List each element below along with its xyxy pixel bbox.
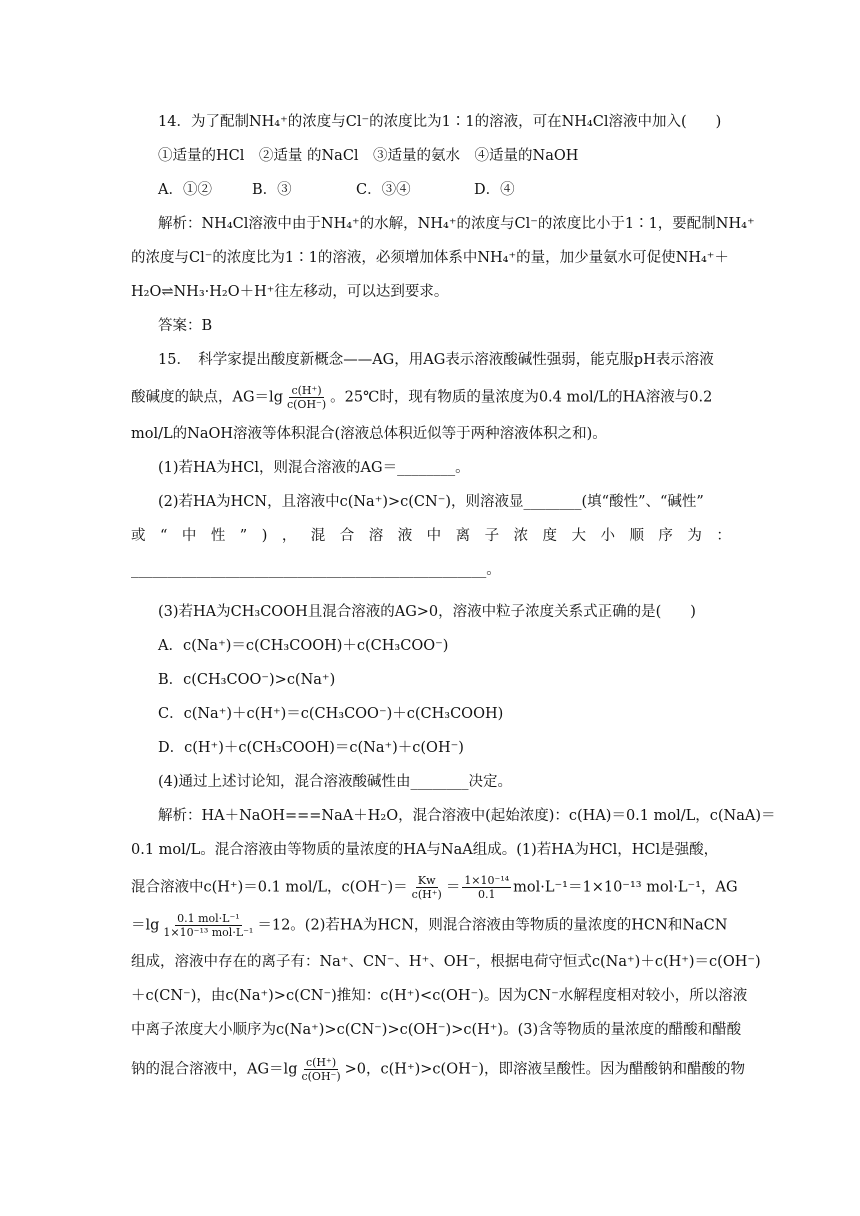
spread-char: ， <box>281 528 297 544</box>
spread-char: 性 <box>210 528 226 544</box>
q15-stem-line1: 15． 科学家提出酸度新概念——AG，用AG表示溶液酸碱性强弱，能克服pH表示溶液 <box>158 352 714 368</box>
analysis-line8 <box>131 1056 746 1083</box>
q15-sub3-option-b: B．c(CH₃COO⁻)>c(Na⁺) <box>158 672 336 688</box>
q15-sub2-line2 <box>131 526 731 546</box>
q14-analysis-line3: H₂O⇌NH₃·H₂O＋H⁺往左移动，可以达到要求。 <box>131 284 449 300</box>
option-a: A．①② <box>158 182 212 198</box>
spread-char: “ <box>159 528 168 544</box>
spread-char: 大 <box>571 528 587 544</box>
option-b: B．③ <box>252 182 292 198</box>
ag-calc-numerator: 0.1 mol·L⁻¹ <box>177 912 240 925</box>
q15-stem-line3: mol/L的NaOH溶液等体积混合(溶液总体积近似等于两种溶液体积之和)。 <box>131 426 607 442</box>
ag-fraction-2 <box>299 1056 342 1083</box>
spread-text <box>131 526 731 546</box>
spread-char: 子 <box>484 528 500 544</box>
conc-fraction <box>462 874 511 901</box>
spread-char: ： <box>716 528 731 544</box>
ag2-numerator: c(H⁺) <box>305 1056 337 1069</box>
q14-answer: 答案：B <box>158 318 213 334</box>
q14-items: ①适量的HCl ②适量 的NaCl ③适量的氨水 ④适量的NaOH <box>158 148 579 164</box>
analysis-line5: 组成，溶液中存在的离子有：Na⁺、CN⁻、H⁺、OH⁻，根据电荷守恒式c(Na⁺)＋c(H⁺)＝c(OH⁻) <box>131 954 761 970</box>
conc-numerator: 1×10⁻¹⁴ <box>464 874 510 887</box>
q15-sub3-option-a: A．c(Na⁺)＝c(CH₃COOH)＋c(CH₃COO⁻) <box>158 638 449 654</box>
analysis-line3-mid: ＝ <box>445 879 461 896</box>
ag-numerator: c(H⁺) <box>291 384 322 397</box>
spread-char: 浓 <box>513 528 529 544</box>
spread-char: ) <box>261 528 268 544</box>
analysis-line4-post: ＝12。(2)若HA为HCN，则混合溶液由等物质的量浓度的HCN和NaCN <box>257 917 728 934</box>
ag-denominator: c(OH⁻) <box>286 398 327 411</box>
q15-sub3-option-c: C．c(Na⁺)＋c(H⁺)＝c(CH₃COO⁻)＋c(CH₃COOH) <box>158 706 504 722</box>
kw-numerator: Kw <box>417 874 436 887</box>
ag2-denominator: c(OH⁻) <box>301 1070 341 1083</box>
spread-char: ” <box>239 528 248 544</box>
kw-denominator: c(H⁺) <box>411 888 442 901</box>
q15-sub3-option-d: D．c(H⁺)＋c(CH₃COOH)＝c(Na⁺)＋c(OH⁻) <box>158 740 464 756</box>
analysis-line7: 中离子浓度大小顺序为c(Na⁺)>c(CN⁻)>c(OH⁻)>c(H⁺)。(3)含等物质的量浓度的醋酸和醋酸 <box>131 1022 742 1038</box>
q15-sub2-line1: (2)若HA为HCN，且溶液中c(Na⁺)>c(CN⁻)，则溶液显________(填“酸性”、“碱性” <box>158 494 704 510</box>
ag-calc-fraction <box>161 912 255 939</box>
spread-char: 中 <box>426 528 442 544</box>
spread-char: 或 <box>131 528 146 544</box>
spread-char: 液 <box>397 528 413 544</box>
analysis-line8-post: >0，c(H⁺)>c(OH⁻)，即溶液呈酸性。因为醋酸钠和醋酸的物 <box>344 1061 746 1078</box>
q14-analysis-line1: 解析：NH₄Cl溶液中由于NH₄⁺的水解，NH₄⁺的浓度与Cl⁻的浓度比小于1∶1，要配制NH₄⁺ <box>158 216 755 232</box>
option-c: C．③④ <box>356 182 411 198</box>
analysis-line6: ＋c(CN⁻)，由c(Na⁺)>c(CN⁻)推知：c(H⁺)<c(OH⁻)。因为CN⁻水解程度相对较小，所以溶液 <box>131 988 748 1004</box>
spread-char: 离 <box>455 528 471 544</box>
analysis-line4-pre: ＝lg <box>131 917 160 934</box>
ag-calc-denominator: 1×10⁻¹³ mol·L⁻¹ <box>163 926 254 939</box>
q15-stem-line2 <box>131 384 731 411</box>
ag-fraction <box>285 384 328 411</box>
spread-char: 顺 <box>629 528 644 544</box>
q15-stem-post: 。25℃时，现有物质的量浓度为0.4 mol/L的HA溶液与0.2 <box>330 389 713 406</box>
q14-stem: 14．为了配制NH₄⁺的浓度与Cl⁻的浓度比为1∶1的溶液，可在NH₄Cl溶液中加入( ) <box>158 114 722 130</box>
spread-char: 混 <box>310 528 326 544</box>
analysis-line1: 解析：HA＋NaOH===NaA＋H₂O，混合溶液中(起始浓度)：c(HA)＝0.1 mol/L，c(NaA)＝ <box>158 808 776 824</box>
q15-sub4: (4)通过上述讨论知，混合溶液酸碱性由________决定。 <box>158 774 513 790</box>
q14-analysis-line2: 的浓度与Cl⁻的浓度比为1∶1的溶液，必须增加体系中NH₄⁺的量，加少量氨水可促使NH₄⁺＋ <box>131 250 729 266</box>
analysis-line3-post: mol·L⁻¹＝1×10⁻¹³ mol·L⁻¹，AG <box>513 879 738 896</box>
analysis-line2: 0.1 mol/L。混合溶液由等物质的量浓度的HA与NaA组成。(1)若HA为HCl，HCl是强酸， <box>131 842 719 858</box>
q15-sub2-line3: _________________________________________________。 <box>131 562 501 578</box>
q15-sub3: (3)若HA为CH₃COOH且混合溶液的AG>0，溶液中粒子浓度关系式正确的是( ) <box>158 604 696 620</box>
spread-char: 小 <box>600 528 615 544</box>
spread-char: 合 <box>339 528 355 544</box>
conc-denominator: 0.1 <box>477 888 496 901</box>
analysis-line4 <box>131 912 731 939</box>
analysis-line8-pre: 钠的混合溶液中，AG＝lg <box>131 1061 298 1078</box>
q15-sub1: (1)若HA为HCl，则混合溶液的AG＝________。 <box>158 460 470 476</box>
spread-char: 度 <box>542 528 558 544</box>
q15-stem-pre: 酸碱度的缺点，AG＝lg <box>131 389 283 406</box>
spread-char: 中 <box>181 528 197 544</box>
q14-options <box>158 180 730 200</box>
analysis-line3 <box>131 874 738 901</box>
analysis-line3-pre: 混合溶液中c(H⁺)＝0.1 mol/L，c(OH⁻)＝ <box>131 879 408 896</box>
spread-char: 溶 <box>368 528 384 544</box>
option-d: D．④ <box>474 182 515 198</box>
kw-fraction <box>410 874 444 901</box>
spread-char: 为 <box>687 528 702 544</box>
spread-char: 序 <box>658 528 673 544</box>
